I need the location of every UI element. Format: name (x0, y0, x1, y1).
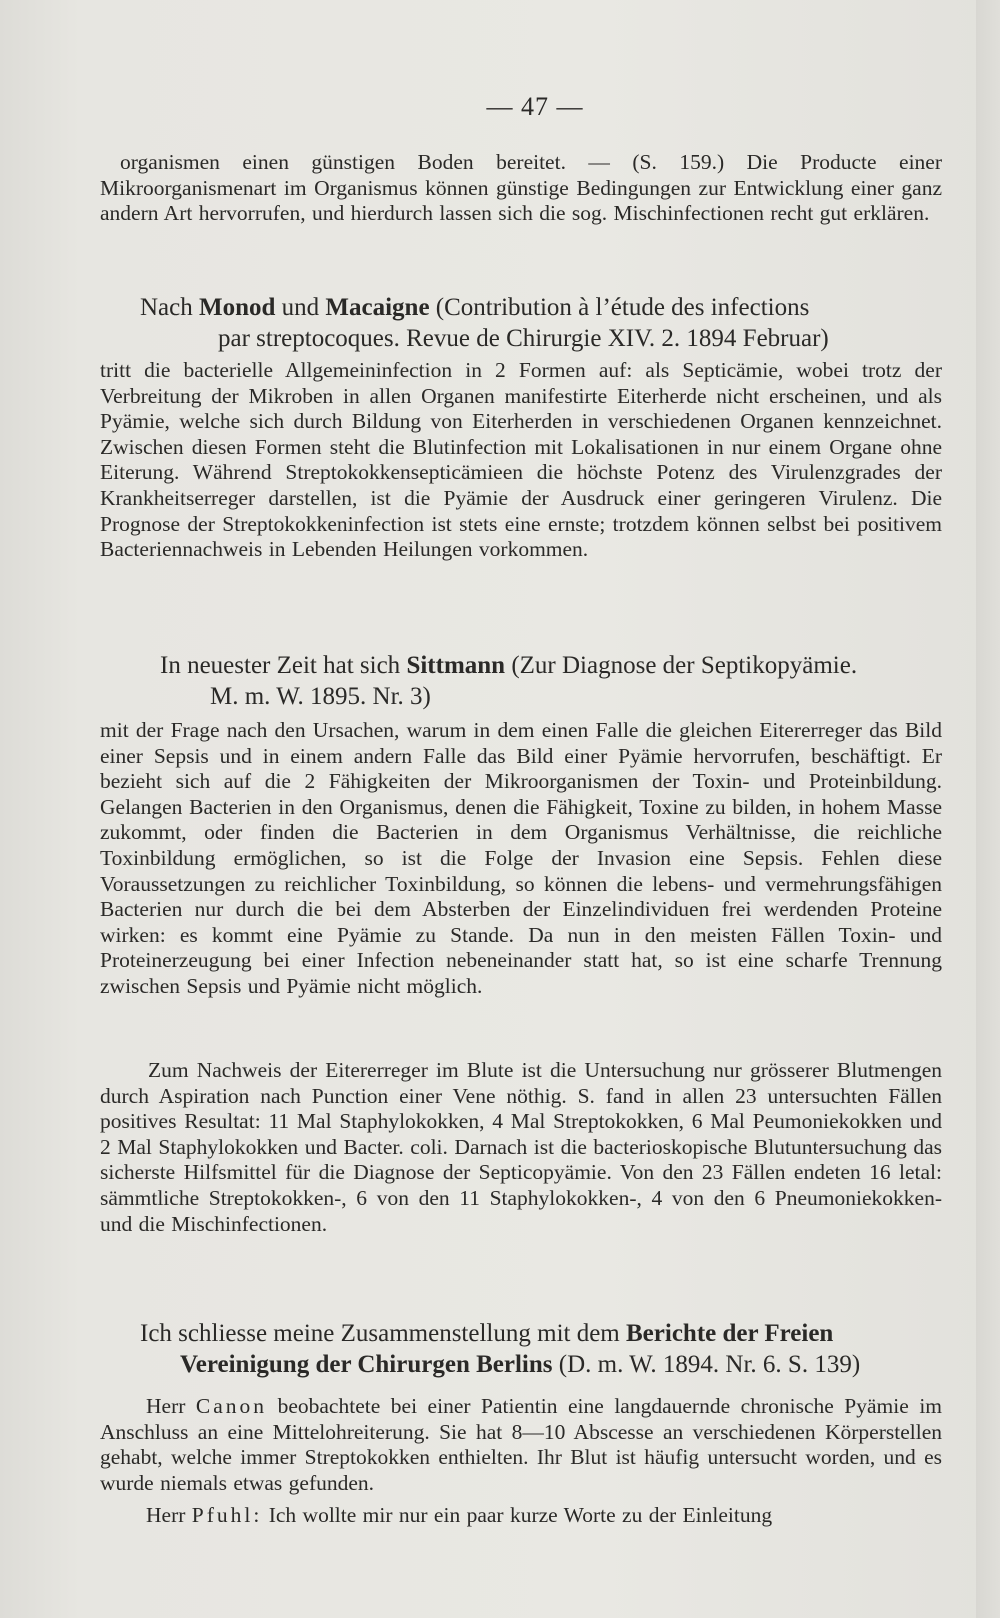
paragraph-monod (100, 358, 942, 563)
heading-pre: Nach (140, 294, 193, 321)
heading-mid: und (281, 294, 320, 321)
speaker-pfuhl: Pfuhl: (191, 1503, 263, 1527)
heading-rest: (Contribution à l’étude des infections (435, 294, 810, 321)
author-macaigne: Macaigne (325, 294, 430, 321)
paragraph-nachweis (100, 1058, 942, 1237)
speaker-lead: Herr (146, 1503, 186, 1527)
paragraph-text (100, 1503, 942, 1529)
speaker-text: Ich wollte mir nur ein paar kurze Worte zu der Einleitung (268, 1503, 773, 1527)
paragraph-text: Zum Nachweis der Eitererreger im Blute ist die Untersuchung nur grösserer Blutmengen durch Aspiration nach Punction einer Vene nöthig. S. fand in allen 23 untersuchten Fällen positives Resultat: 11 Mal Staphylokokken, 4 Mal Streptokokken, 6 Mal Peumoniekokken und 2 Mal Staphylokokken und Bacter. coli. Darnach ist die bacterioskopische Blutuntersuchung das sicherste Hilfsmittel für die Diagnose der Septicopyämie. Von den 23 Fällen endeten 16 letal: sämmtliche Streptokokken-, 6 von den 11 Staphylokokken-, 4 von den 6 Pneumoniekokken- und die Mischinfectionen. (100, 1058, 942, 1236)
paragraph-canon (100, 1394, 942, 1496)
paragraph-text (100, 1394, 942, 1496)
author-sittmann: Sittmann (406, 652, 506, 679)
section-heading-bericht (140, 1318, 940, 1380)
heading-line-2: M. m. W. 1895. Nr. 3) (210, 683, 431, 710)
page-number: — 47 — (486, 92, 584, 121)
paragraph-sittmann (100, 718, 942, 1000)
paragraph-text: mit der Frage nach den Ursachen, warum in dem einen Falle die gleichen Eitererreger das Bild einer Sepsis und in einem andern Falle das Bild einer Pyämie hervorrufen, beschäftigt. Er bezieht sich auf die 2 Fähigkeiten der Mikroorganismen der Toxin- und Proteinbildung. Gelangen Bacterien in den Organismus, denen die Fähigkeit, Toxine zu bilden, in hohem Masse zukommt, oder finden die Bacterien in dem Organismus Verhältnisse, die reichliche Toxinbildung ermöglichen, so ist die Folge der Invasion eine Sepsis. Fehlen diese Voraussetzungen zu reichlicher Toxinbildung, so können die lebens- und vermehrungsfähigen Bacterien nur durch die bei dem Absterben der Einzelindividuen frei werdenden Proteine wirken: es kommt eine Pyämie zu Stande. Da nun in den meisten Fällen Toxin- und Proteinerzeugung bei einer Infection nebeneinander statt hat, so ist eine scharfe Trennung zwischen Sepsis und Pyämie nicht möglich. (100, 718, 942, 998)
speaker-text: beobachtete bei einer Patientin eine langdauernde chronische Pyämie im Anschluss an eine Mittelohreiterung. Sie hat 8—10 Abscesse an verschiedenen Körperstellen gehabt, welche immer Streptokokken enthielten. Ihr Blut ist häufig untersucht worden, und es wurde niemals etwas gefunden. (100, 1394, 943, 1495)
heading-bold-2: Vereinigung der Chirurgen Berlins (180, 1351, 553, 1378)
author-monod: Monod (199, 294, 276, 321)
section-heading-sittmann (160, 650, 940, 712)
paragraph-text: tritt die bacterielle Allgemeininfection in 2 Formen auf: als Septicämie, wobei trotz der Verbreitung der Mikroben in allen Organen manifestirte Eiterherde nicht erscheinen, und als Pyämie, welche sich durch Bildung von Eiterherden in verschiedenen Organen kennzeichnet. Zwischen diesen Formen steht die Blutinfection mit Lokalisationen in nur einem Organe ohne Eiterung. Während Streptokokkensepticämieen die höchste Potenz des Virulenzgrades der Krankheitserreger darstellen, ist die Pyämie der Ausdruck einer geringeren Virulenz. Die Prognose der Streptokokkeninfection ist stets eine ernste; trotzdem können selbst bei positivem Bacteriennachweis in Lebenden Heilungen vorkommen. (100, 358, 942, 562)
heading-rest: (D. m. W. 1894. Nr. 6. S. 139) (558, 1351, 861, 1378)
heading-rest: (Zur Diagnose der Septikopyämie. (511, 652, 858, 679)
heading-line-2 (140, 1349, 940, 1380)
heading-pre: In neuester Zeit hat sich (160, 652, 401, 679)
heading-bold-1: Berichte der Freien (626, 1320, 834, 1347)
paragraph-text: organismen einen günstigen Boden bereitet. — (S. 159.) Die Producte einer Mikroorganismenart im Organismus können günstige Bedingungen zur Entwicklung einer ganz andern Art hervorrufen, und hierdurch lassen sich die sog. Mischinfectionen recht gut erklären. (100, 150, 942, 226)
heading-line-2: par streptocoques. Revue de Chirurgie XIV. 2. 1894 Februar) (218, 325, 829, 352)
paragraph-continuation (100, 150, 942, 227)
speaker-canon: Canon (195, 1394, 268, 1418)
paragraph-pfuhl (100, 1503, 942, 1529)
heading-line-1 (140, 1318, 940, 1349)
section-heading-monod (140, 292, 940, 354)
heading-pre: Ich schliesse meine Zusammenstellung mit dem (140, 1320, 620, 1347)
heading-line-1 (160, 650, 940, 681)
page-edge-shadow (976, 0, 1000, 1618)
heading-line-1 (140, 292, 940, 323)
speaker-lead: Herr (146, 1394, 186, 1418)
